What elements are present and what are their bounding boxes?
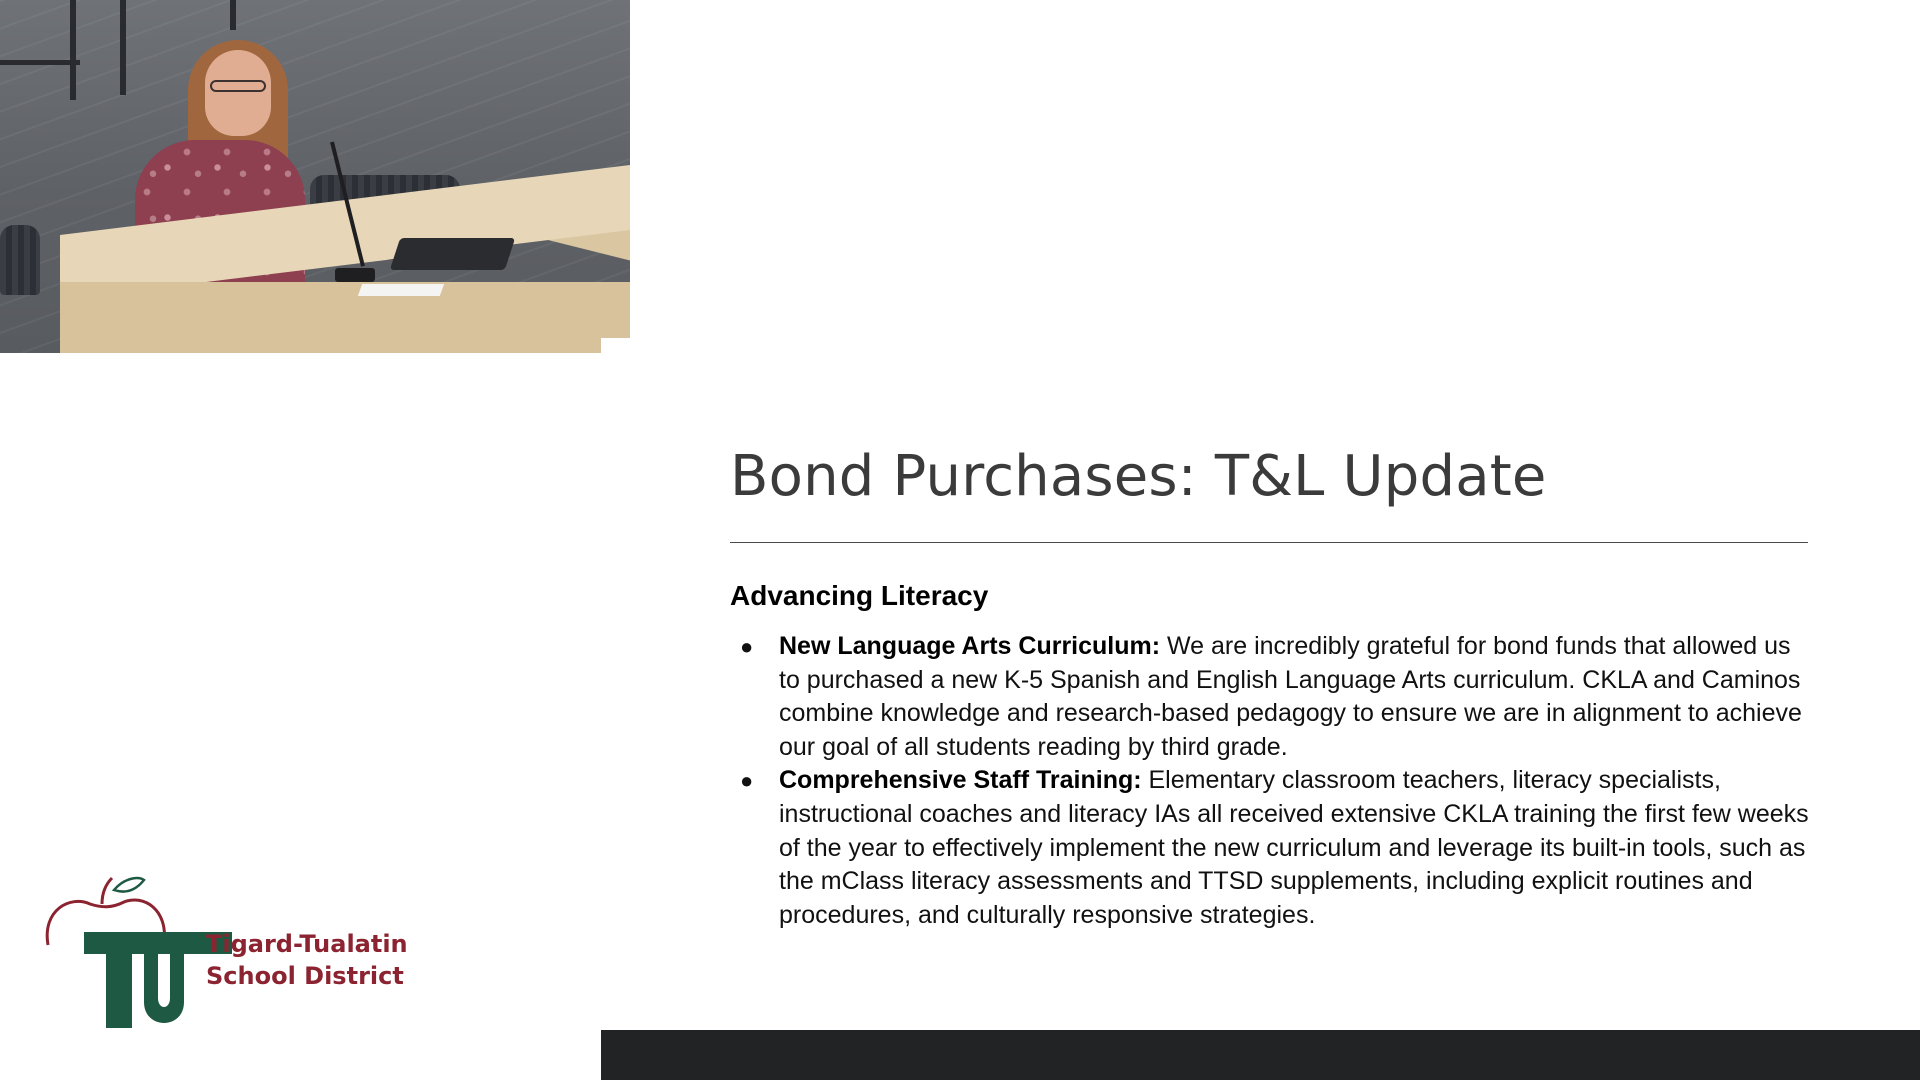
title-divider [730, 542, 1808, 543]
section-heading: Advancing Literacy [730, 580, 989, 611]
bullet-item [730, 764, 1810, 932]
bullet-text: We are incredibly grateful for bond funds that allowed us to purchased a new K-5 Spanish and English Language Arts curriculum. CKLA and Caminos combine knowledge and research-based pedagogy to ensure we are in alignment to achieve our goal of all students reading by third grade. [779, 632, 1802, 761]
bullet-list [730, 630, 1810, 932]
bullet-dot: ● [740, 768, 754, 794]
bullet-lead: New Language Arts Curriculum: [779, 632, 1161, 660]
speaker-video-feed [0, 0, 630, 353]
bullet-item [730, 630, 1810, 764]
district-name [206, 928, 408, 992]
bullet-lead: Comprehensive Staff Training: [779, 766, 1142, 795]
bullet-dot: ● [740, 634, 754, 659]
district-name-line1: Tigard-Tualatin [206, 930, 408, 958]
bullet-text: Elementary classroom teachers, literacy specialists, instructional coaches and literacy IAs all received extensive CKLA training the first few weeks of the year to effectively implement the new curriculum and leverage its built-in tools, such as the mClass literacy assessments and TTSD supplements, including explicit routines and procedures, and culturally responsive strategies. [779, 766, 1809, 929]
slide-title: Bond Purchases: T&L Update [730, 444, 1547, 509]
district-name-line2: School District [206, 962, 404, 990]
bottom-bar [601, 1030, 1920, 1080]
